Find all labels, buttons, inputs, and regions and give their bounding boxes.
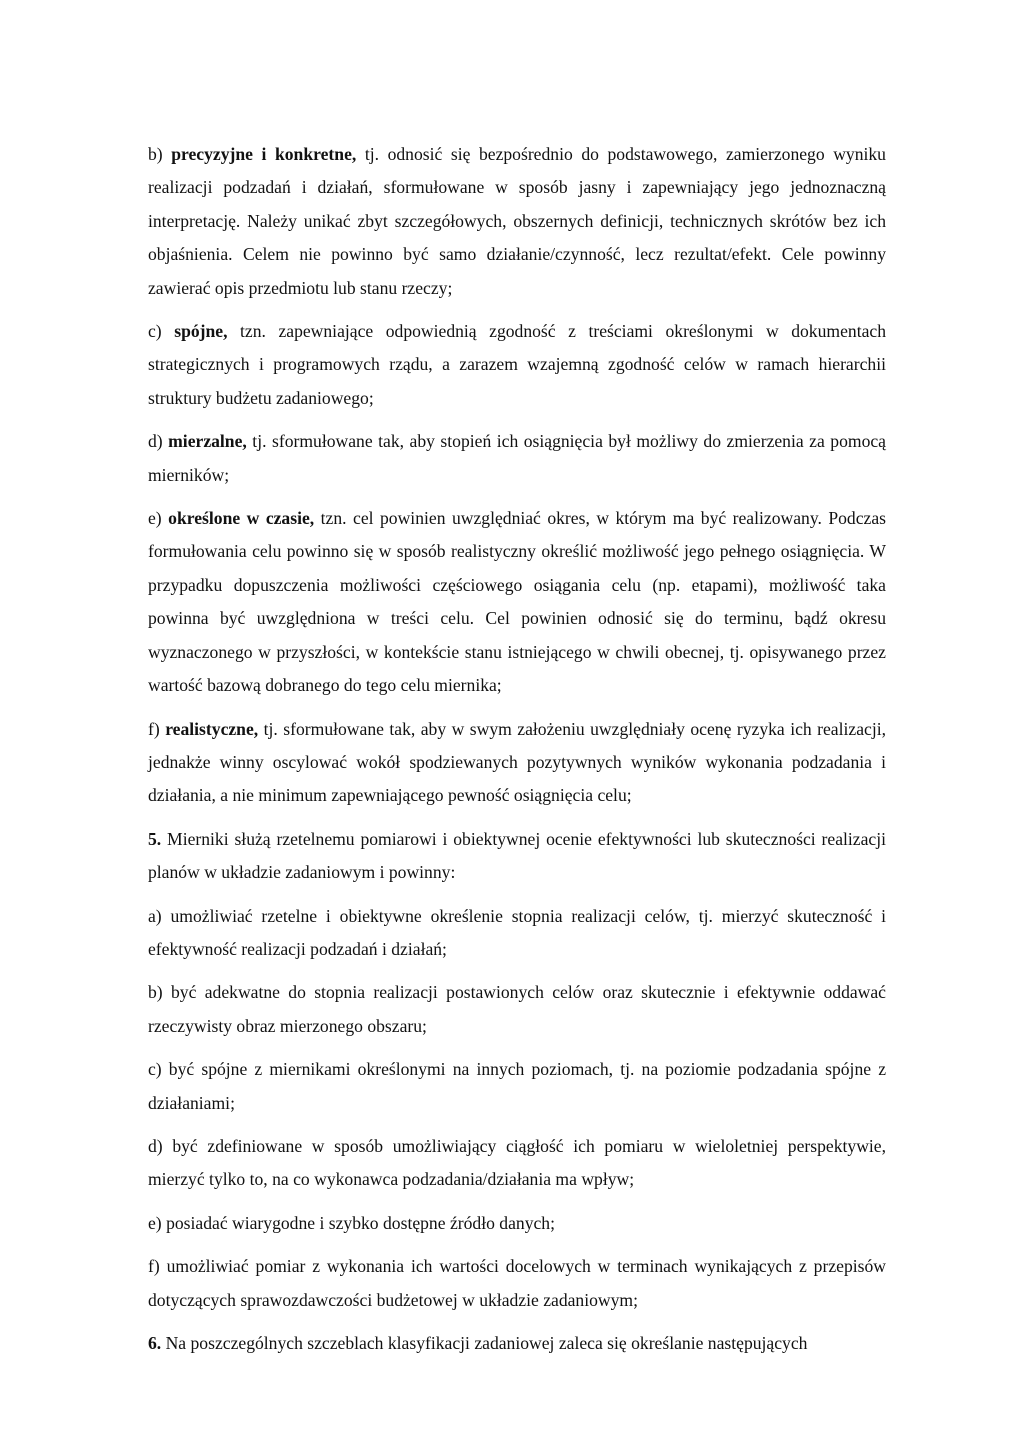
- item-label: f): [148, 1256, 160, 1277]
- item-text: tj. odnosić się bezpośrednio do podstawowego, zamierzonego wyniku realizacji podzadań i działań, sformułowane w sposób jasny i zapewniający jego jednoznaczną interpretację. Należy unikać zbyt szczegółowych, obszernych definicji, technicznych skrótów bez ich objaśnienia. Celem nie powinno być samo działanie/czynność, lecz rezultat/efekt. Cele powinny zawierać opis przedmiotu lub stanu rzeczy;: [148, 144, 886, 298]
- paragraph-d: [148, 425, 886, 492]
- item-term: realistyczne,: [165, 718, 259, 739]
- paragraph-5c: [148, 1053, 886, 1120]
- item-text: umożliwiać pomiar z wykonania ich wartości docelowych w terminach wynikających z przepisów dotyczących sprawozdawczości budżetowej w układzie zadaniowym;: [148, 1256, 886, 1310]
- item-label: d): [148, 431, 163, 452]
- item-number: 5.: [148, 828, 162, 849]
- paragraph-f: [148, 713, 886, 813]
- item-text: tzn. cel powinien uwzględniać okres, w którym ma być realizowany. Podczas formułowania celu powinno się w sposób realistyczny określić możliwość jego pełnego osiągnięcia. W przypadku dopuszczenia możliwości częściowego osiągania celu (np. etapami), możliwość taka powinna być uwzględniona w treści celu. Cel powinien odnosić się do terminu, bądź okresu wyznaczonego w przyszłości, w kontekście stanu istniejącego w chwili obecnej, tj. opisywanego przez wartość bazową dobranego do tego celu miernika;: [148, 508, 886, 696]
- item-text: tj. sformułowane tak, aby stopień ich osiągnięcia był możliwy do zmierzenia za pomocą mierników;: [148, 431, 886, 485]
- item-text: posiadać wiarygodne i szybko dostępne źródło danych;: [161, 1212, 555, 1233]
- item-label: b): [148, 982, 163, 1003]
- paragraph-5f: [148, 1250, 886, 1317]
- item-term: określone w czasie,: [168, 508, 315, 529]
- paragraph-6: [148, 1327, 886, 1360]
- item-label: b): [148, 144, 163, 164]
- item-label: e): [148, 1212, 162, 1233]
- item-label: f): [148, 718, 160, 739]
- item-text: tzn. zapewniające odpowiednią zgodność z treściami określonymi w dokumentach strategicznych i programowych rządu, a zarazem wzajemną zgodność celów w ramach hierarchii struktury budżetu zadaniowego;: [148, 321, 886, 408]
- item-text: tj. sformułowane tak, aby w swym założeniu uwzględniały ocenę ryzyka ich realizacji, jednakże winny oscylować wokół spodziewanych pozytywnych wyników wykonania podzadania i działania, a nie minimum zapewniającego pewność osiągnięcia celu;: [148, 718, 886, 806]
- item-term: spójne,: [174, 321, 228, 342]
- item-label: d): [148, 1135, 163, 1156]
- paragraph-5b: [148, 976, 886, 1043]
- paragraph-b: [148, 138, 886, 305]
- item-number: 6.: [148, 1333, 162, 1353]
- item-text: umożliwiać rzetelne i obiektywne określenie stopnia realizacji celów, tj. mierzyć skuteczność i efektywność realizacji podzadań i działań;: [148, 905, 886, 959]
- item-text: być spójne z miernikami określonymi na innych poziomach, tj. na poziomie podzadania spójne z działaniami;: [148, 1059, 886, 1113]
- item-label: e): [148, 508, 162, 529]
- item-text: być adekwatne do stopnia realizacji postawionych celów oraz skutecznie i efektywnie oddawać rzeczywisty obraz mierzonego obszaru;: [148, 982, 886, 1036]
- item-label: a): [148, 905, 162, 926]
- item-label: c): [148, 321, 162, 342]
- paragraph-5a: [148, 900, 886, 967]
- item-label: c): [148, 1059, 162, 1080]
- paragraph-5d: [148, 1130, 886, 1197]
- paragraph-5e: [148, 1207, 886, 1240]
- paragraph-5: [148, 823, 886, 890]
- item-term: mierzalne,: [168, 431, 247, 452]
- item-text: być zdefiniowane w sposób umożliwiający ciągłość ich pomiaru w wieloletniej perspektywie, mierzyć tylko to, na co wykonawca podzadania/działania ma wpływ;: [148, 1135, 886, 1190]
- item-text: Na poszczególnych szczeblach klasyfikacji zadaniowej zaleca się określanie następujących: [161, 1333, 808, 1353]
- paragraph-e: [148, 502, 886, 702]
- paragraph-c: [148, 315, 886, 415]
- item-term: precyzyjne i konkretne,: [171, 144, 357, 164]
- item-text: Mierniki służą rzetelnemu pomiarowi i obiektywnej ocenie efektywności lub skuteczności realizacji planów w układzie zadaniowym i powinny:: [148, 828, 886, 883]
